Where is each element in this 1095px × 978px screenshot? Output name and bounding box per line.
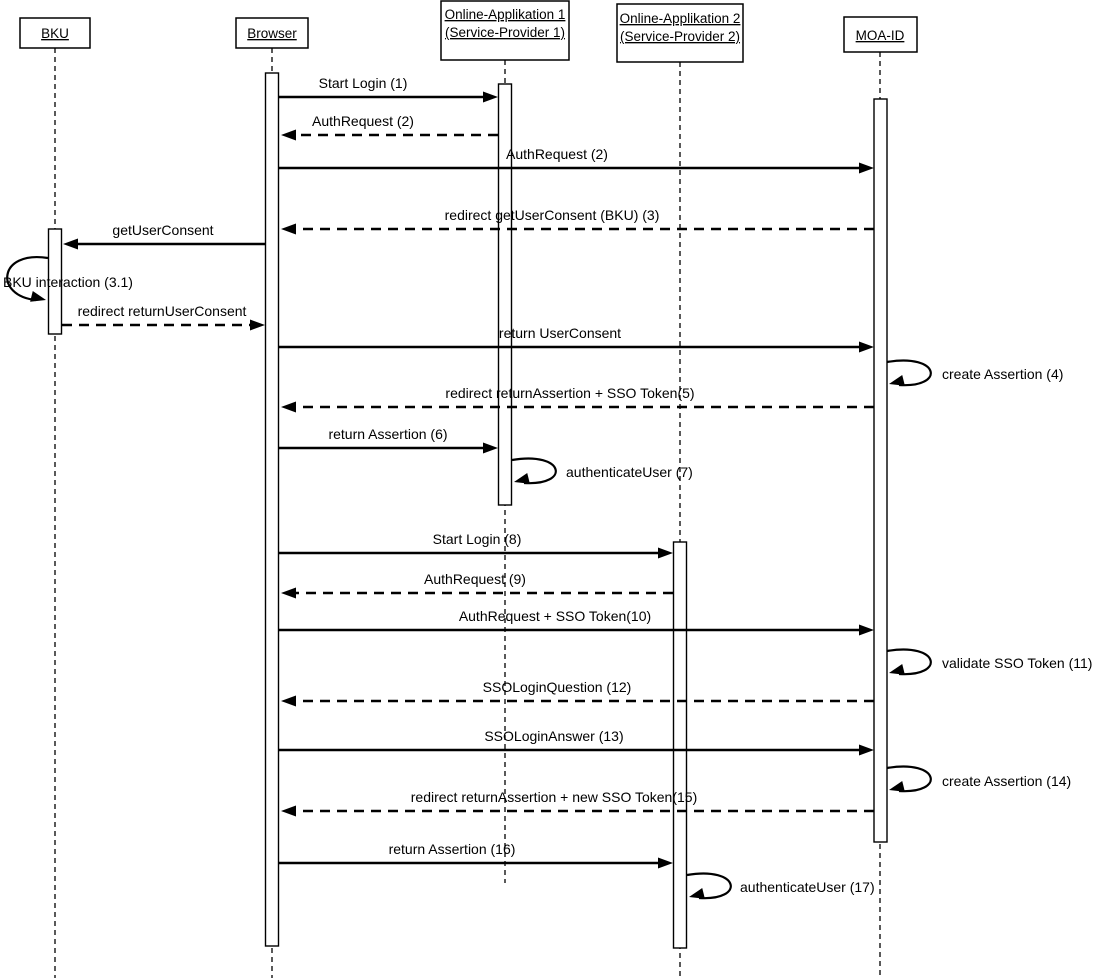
message-label: redirect returnUserConsent: [77, 303, 247, 319]
actor-moa-id: [844, 17, 917, 52]
message-label: AuthRequest (2): [506, 146, 608, 162]
actor-label: Browser: [247, 26, 297, 41]
message-label: return Assertion (16): [388, 841, 516, 857]
actor-label: Online-Applikation 1: [444, 7, 566, 22]
message-label: authenticateUser (17): [740, 879, 875, 895]
message-label: Start Login (1): [318, 75, 408, 91]
message-label: create Assertion (14): [942, 773, 1072, 789]
activation-bar-browser: [266, 73, 279, 946]
message-label: redirect getUserConsent (BKU) (3): [444, 207, 660, 223]
message-label: validate SSO Token (11): [942, 655, 1093, 671]
actor-sublabel: (Service-Provider 1): [444, 25, 566, 40]
message-label: redirect returnAssertion + SSO Token(5): [445, 385, 695, 401]
message-label: Start Login (8): [432, 531, 522, 547]
message-label: AuthRequest + SSO Token(10): [458, 608, 652, 624]
message-label: authenticateUser (7): [566, 464, 693, 480]
message-label: AuthRequest (2): [312, 113, 414, 129]
message-label: SSOLoginAnswer (13): [484, 728, 624, 744]
actor-online-applikation-1: [441, 1, 569, 60]
message-label: SSOLoginQuestion (12): [482, 679, 632, 695]
message-label: AuthRequest (9): [424, 571, 526, 587]
actor-label: Online-Applikation 2: [619, 11, 741, 26]
actor-online-applikation-2: [617, 4, 743, 62]
message-label: BKU interaction (3.1): [3, 274, 133, 290]
activation-bar-moa-id: [874, 99, 887, 842]
actor-bku: [20, 18, 90, 48]
activation-bar-online-applikation-2: [674, 542, 687, 948]
message-label: getUserConsent: [112, 222, 214, 238]
message-label: redirect returnAssertion + new SSO Token(15): [410, 789, 698, 805]
message-label: create Assertion (4): [942, 366, 1064, 382]
message-label: return UserConsent: [498, 325, 622, 341]
actor-label: BKU: [41, 26, 69, 41]
actor-browser: [236, 18, 308, 48]
actor-label: MOA-ID: [855, 28, 905, 43]
message-label: return Assertion (6): [328, 426, 448, 442]
actor-sublabel: (Service-Provider 2): [619, 29, 741, 44]
